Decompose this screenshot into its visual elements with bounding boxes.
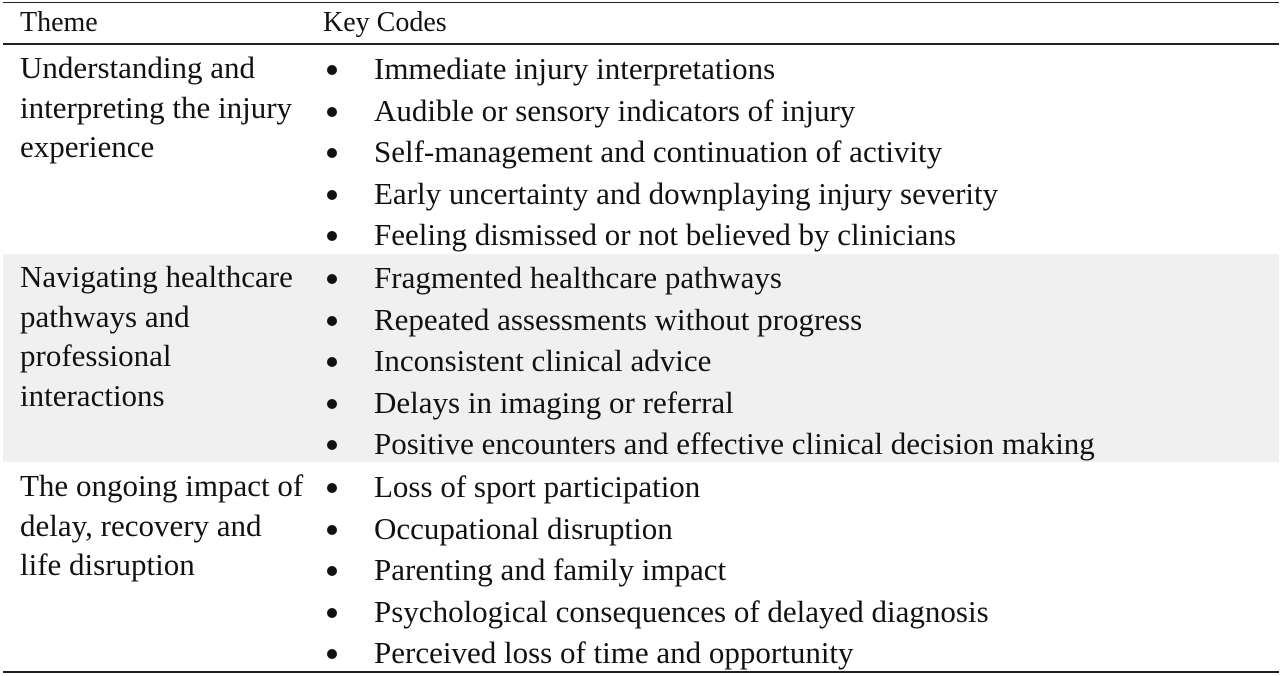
code-text: Psychological consequences of delayed diagnosis (374, 593, 989, 629)
bullet-icon (327, 399, 337, 409)
table-row (3, 254, 1279, 462)
table-header-row (0, 5, 1280, 43)
bullet-icon (327, 107, 337, 117)
code-text: Repeated assessments without progress (374, 301, 863, 337)
bullet-icon (327, 316, 337, 326)
table-top-rule (3, 2, 1279, 3)
code-text: Occupational disruption (374, 510, 673, 546)
code-text: Perceived loss of time and opportunity (374, 635, 854, 671)
table-row (3, 463, 1279, 671)
code-text: Feeling dismissed or not believed by clinicians (374, 217, 957, 253)
header-theme: Theme (20, 7, 98, 38)
code-text: Audible or sensory indicators of injury (374, 92, 856, 128)
theme-cell: The ongoing impact of delay, recovery and life disruption (20, 468, 304, 582)
code-text: Inconsistent clinical advice (374, 343, 712, 379)
code-text: Parenting and family impact (374, 552, 727, 588)
bullet-icon (327, 608, 337, 618)
bullet-icon (327, 440, 337, 450)
code-text: Fragmented healthcare pathways (374, 260, 782, 295)
bullet-icon (327, 65, 337, 75)
code-text: Loss of sport participation (374, 469, 701, 504)
bullet-icon (327, 357, 337, 367)
code-text: Early uncertainty and downplaying injury severity (374, 175, 999, 211)
theme-cell: Navigating healthcare pathways and professional interactions (20, 259, 293, 413)
bullet-icon (327, 649, 337, 659)
bullet-icon (327, 190, 337, 200)
code-text: Immediate injury interpretations (374, 51, 776, 86)
code-text: Positive encounters and effective clinical decision making (374, 426, 1095, 462)
bullet-icon (327, 566, 337, 576)
bullet-icon (327, 525, 337, 535)
table-bottom-rule (3, 671, 1279, 673)
theme-cell: Understanding and interpreting the injury experience (20, 50, 293, 164)
bullet-icon (327, 148, 337, 158)
bullet-icon (327, 483, 337, 493)
code-text: Delays in imaging or referral (374, 384, 734, 420)
code-text: Self-management and continuation of activity (374, 134, 943, 170)
header-key-codes: Key Codes (323, 7, 447, 38)
table-row (3, 45, 1279, 253)
bullet-icon (327, 231, 337, 241)
bullet-icon (327, 274, 337, 284)
